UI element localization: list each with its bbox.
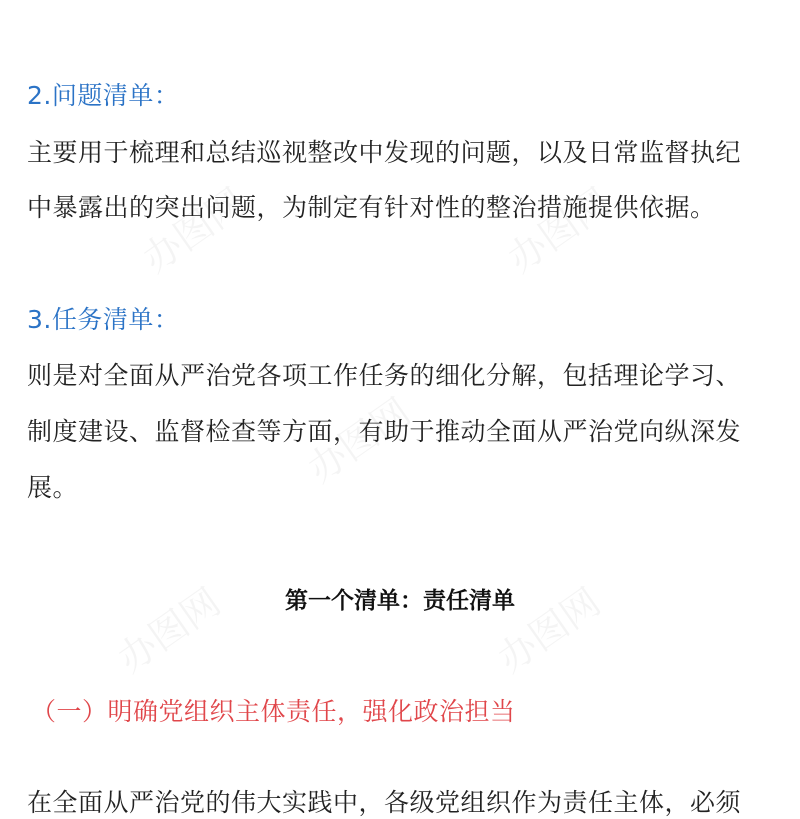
- sub-heading: （一）明确党组织主体责任，强化政治担当: [31, 697, 516, 726]
- paragraph-line: 主要用于梳理和总结巡视整改中发现的问题，以及日常监督执纪: [27, 138, 742, 167]
- paragraph-line: 则是对全面从严治党各项工作任务的细化分解，包括理论学习、: [27, 361, 742, 390]
- paragraph-line: 制度建设、监督检查等方面，有助于推动全面从严治党向纵深发: [27, 417, 742, 446]
- section-heading: 3.任务清单：: [27, 305, 180, 334]
- paragraph-line-cut: 在全面从严治党的伟大实践中，各级党组织作为责任主体，必须: [27, 788, 742, 817]
- paragraph-line: 展。: [27, 473, 79, 502]
- list-title: 第一个清单：责任清单: [285, 588, 515, 614]
- section-heading: 2.问题清单：: [27, 81, 180, 110]
- paragraph-line: 中暴露出的突出问题，为制定有针对性的整治措施提供依据。: [27, 193, 716, 222]
